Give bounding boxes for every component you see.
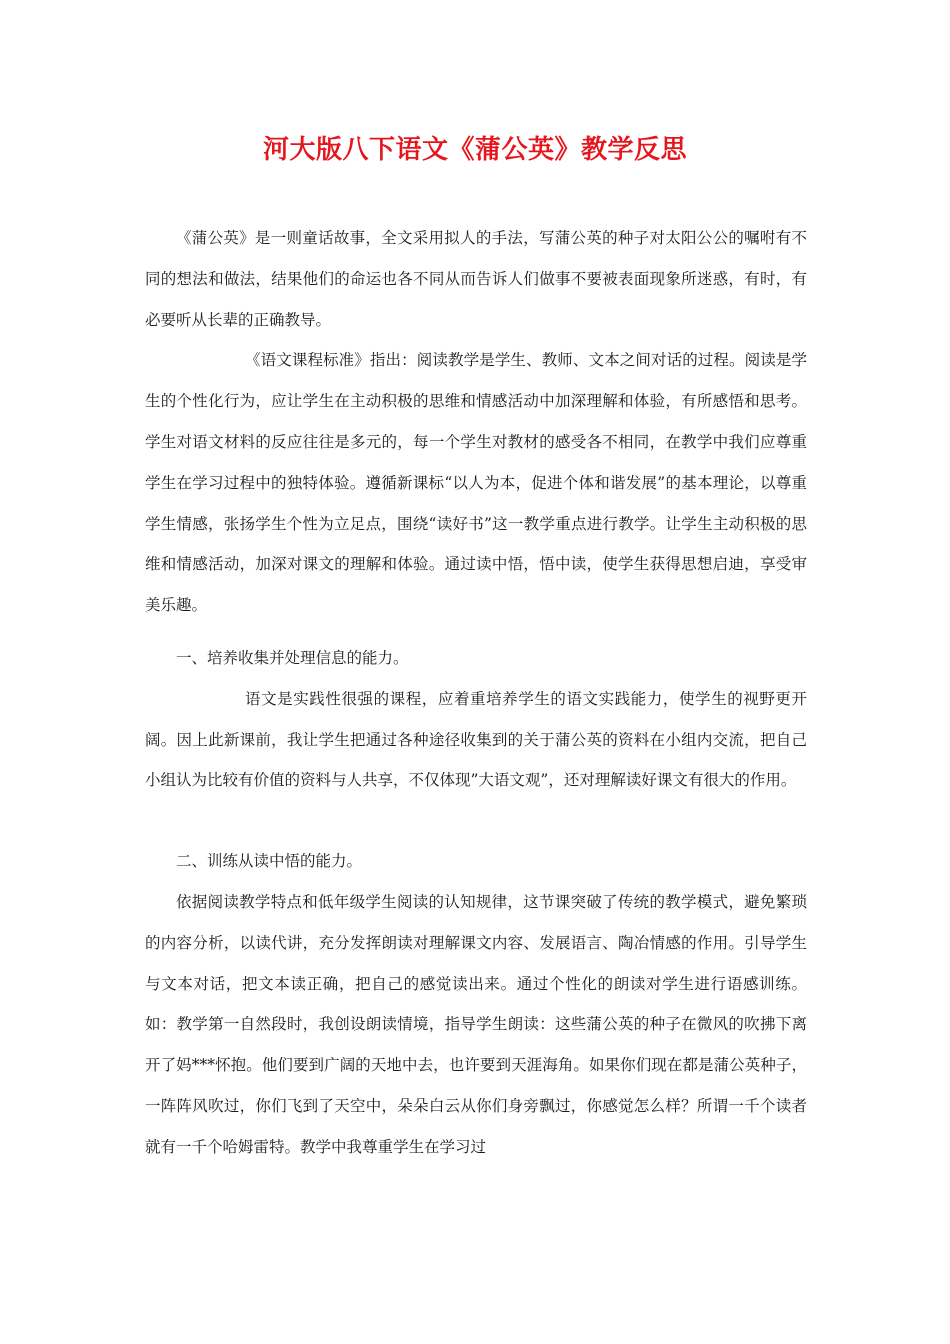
paragraph-section-1: 语文是实践性很强的课程，应着重培养学生的语文实践能力，使学生的视野更开阔。因上此新课前，我让学生把通过各种途径收集到的关于蒲公英的资料在小组内交流，把自己小组认为比较有价值的资料与人共享，不仅体现”大语文观”，还对理解读好课文有很大的作用。 (145, 689, 807, 790)
paragraph-curriculum-standard: 《语文课程标准》指出：阅读教学是学生、教师、文本之间对话的过程。阅读是学生的个性化行为，应让学生在主动积极的思维和情感活动中加深理解和体验，有所感悟和思考。学生对语文材料的反应往往是多元的，每一个学生对教材的感受各不相同，在教学中我们应尊重学生在学习过程中的独特体验。遵循新课标“以人为本，促进个体和谐发展”的基本理论，以尊重学生情感，张扬学生个性为立足点，围绕“读好书”这一教学重点进行教学。让学生主动积极的思维和情感活动，加深对课文的理解和体验。通过读中悟，悟中读，使学生获得思想启迪，享受审美乐趣。 (145, 351, 807, 615)
paragraph-intro: 《蒲公英》是一则童话故事，全文采用拟人的手法，写蒲公英的种子对太阳公公的嘱咐有不同的想法和做法，结果他们的命运也各不同从而告诉人们做事不要被表面现象所迷惑，有时，有必要听从长辈的正确教导。 (145, 229, 807, 329)
document-body (145, 218, 807, 1168)
paragraph-section-2: 依据阅读教学特点和低年级学生阅读的认知规律，这节课突破了传统的教学模式，避免繁琐的内容分析，以读代讲，充分发挥朗读对理解课文内容、发展语言、陶冶情感的作用。引导学生与文本对话，把文本读正确，把自己的感觉读出来。通过个性化的朗读对学生进行语感训练。如：教学第一自然段时，我创设朗读情境，指导学生朗读：这些蒲公英的种子在微风的吹拂下离开了妈***怀抱。他们要到广阔的天地中去，也许要到天涯海角。如果你们现在都是蒲公英种子，一阵阵风吹过，你们飞到了天空中，朵朵白云从你们身旁飘过，你感觉怎么样？所谓一千个读者就有一千个哈姆雷特。教学中我尊重学生在学习过 (145, 892, 807, 1156)
section-heading-1: 一、培养收集并处理信息的能力。 (176, 648, 409, 667)
document-title: 河大版八下语文《蒲公英》教学反思 (262, 135, 687, 165)
section-heading-2: 二、训练从读中悟的能力。 (176, 852, 363, 871)
